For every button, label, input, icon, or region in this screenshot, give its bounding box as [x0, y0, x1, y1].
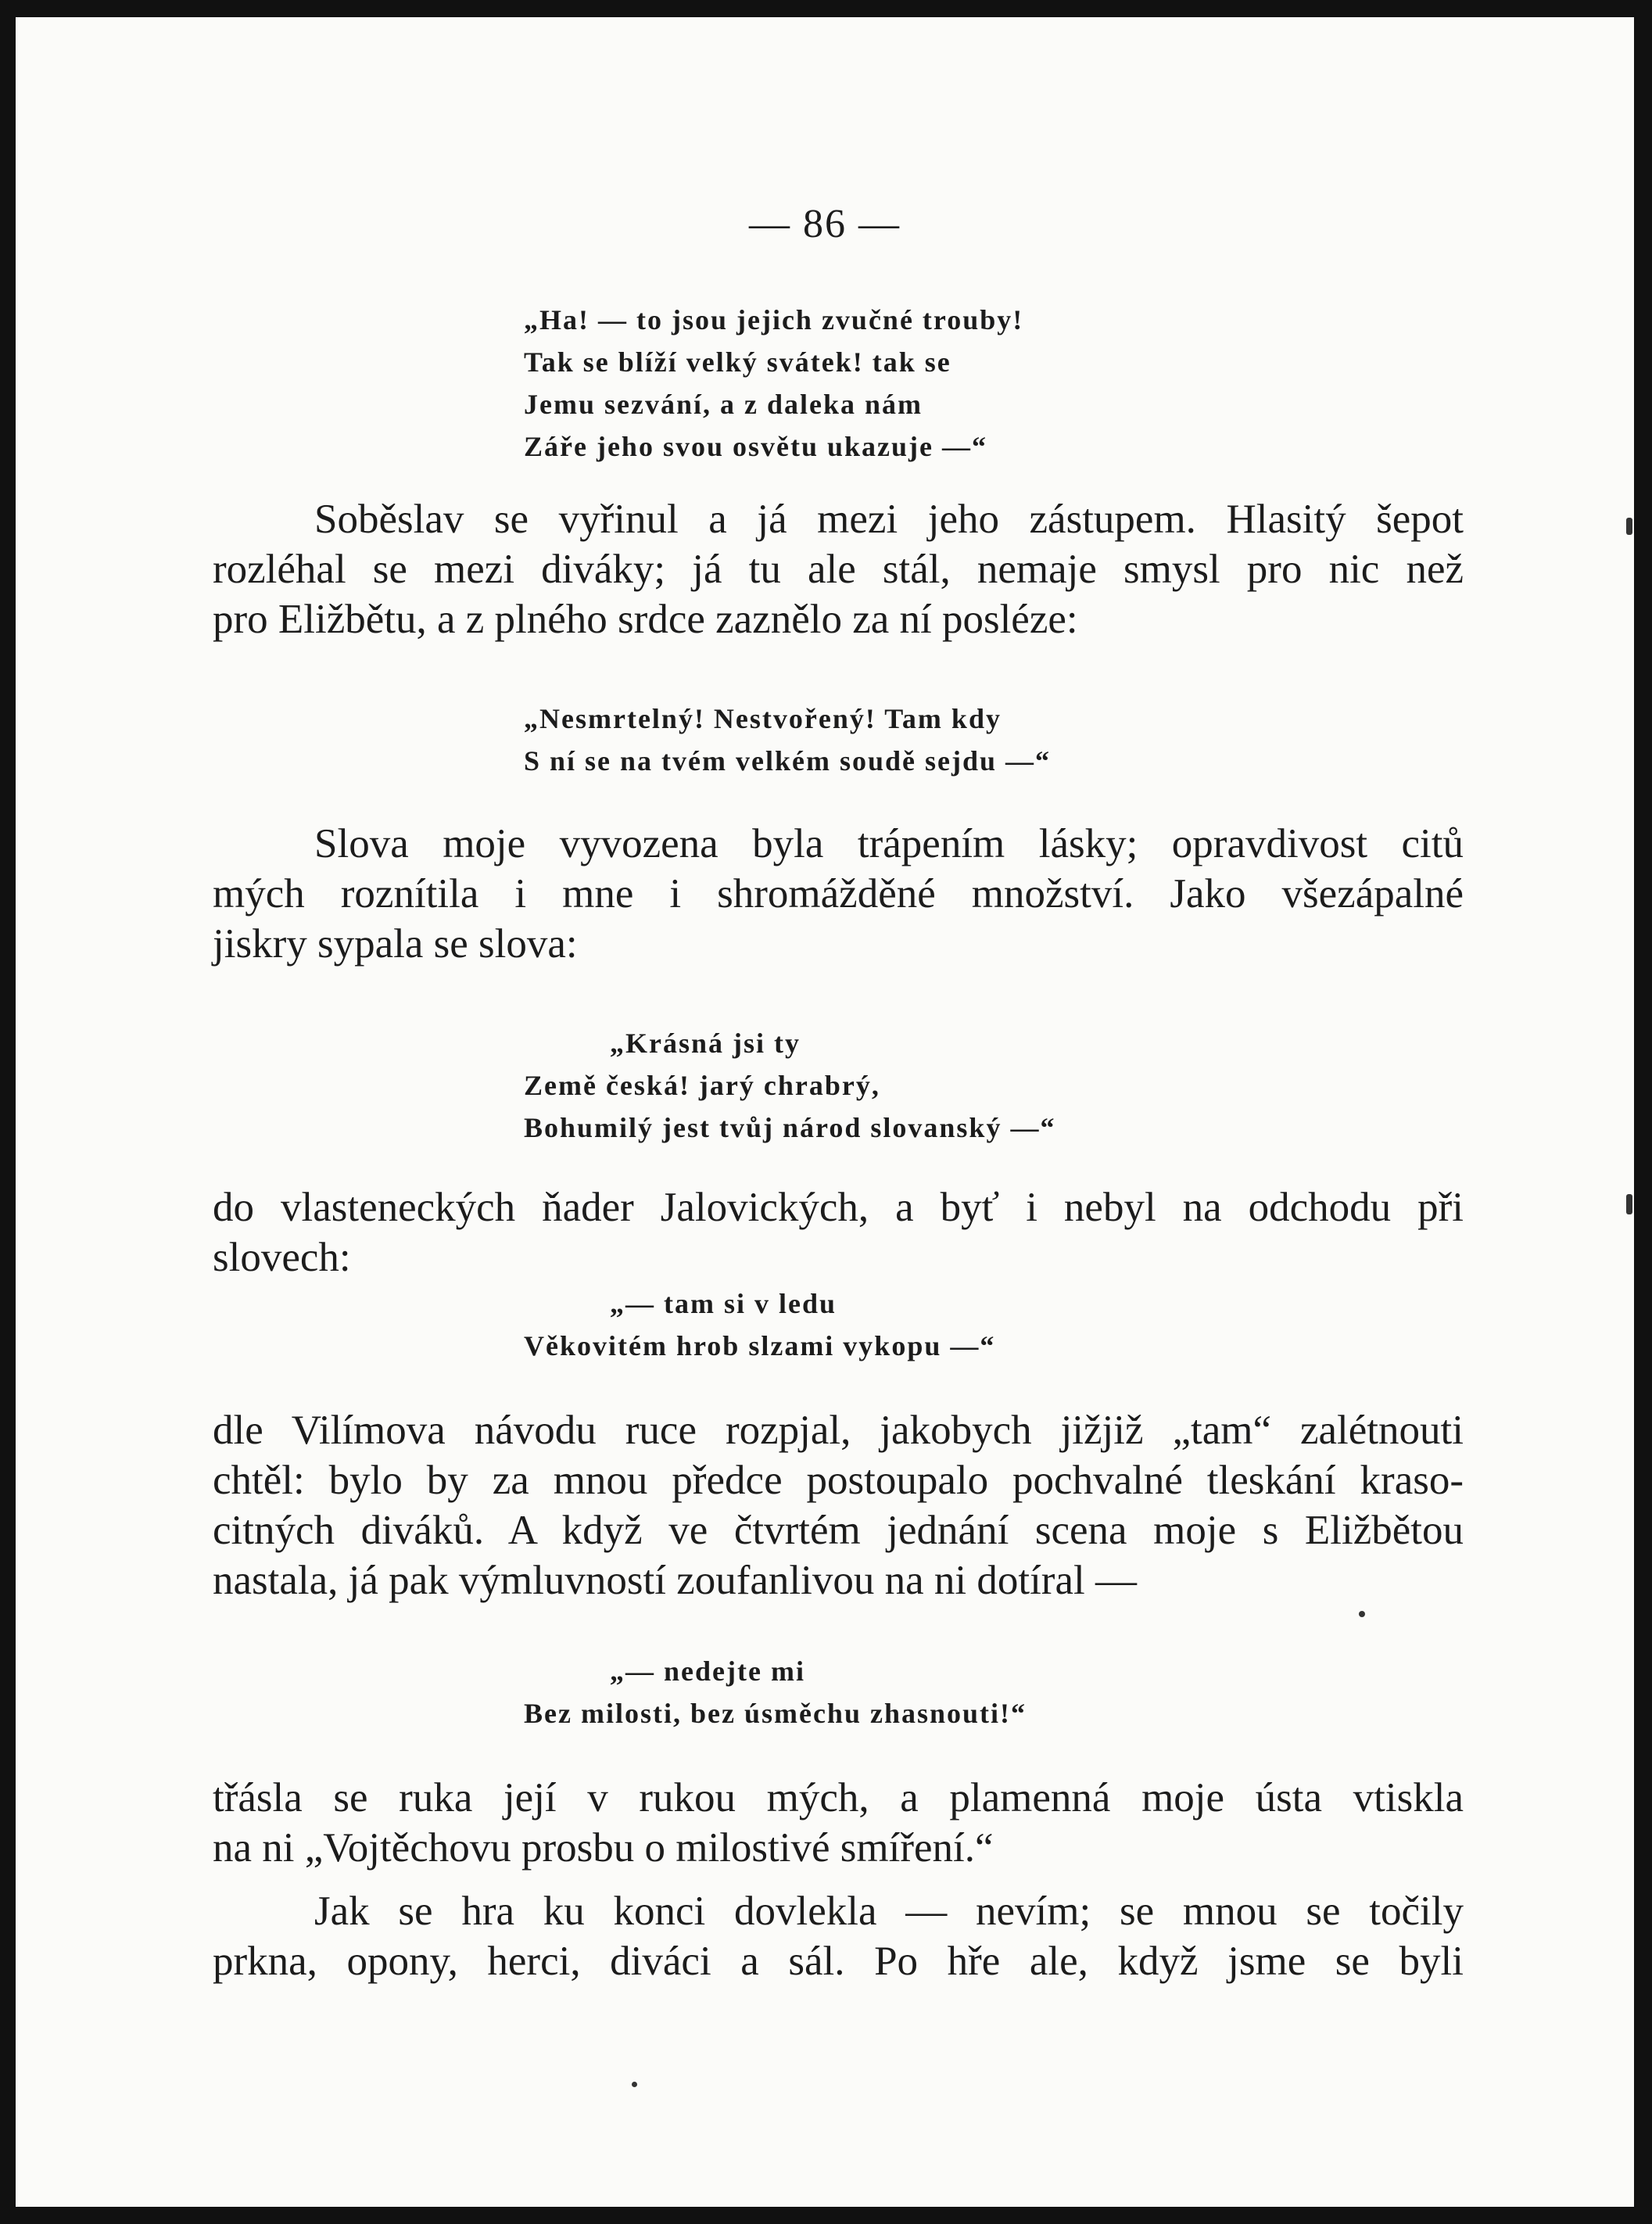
verse-line: „— nedejte mi — [610, 1655, 805, 1687]
text-line: chtěl: bylo by za mnou předce postoupalo pochvalné tleskání kraso- — [213, 1458, 1464, 1503]
text-line: slovech: — [213, 1235, 351, 1280]
text-line: třásla se ruka její v rukou mých, a plamenná moje ústa vtiskla — [213, 1775, 1464, 1820]
paragraph — [213, 1773, 1464, 1873]
page-number: — 86 — — [749, 202, 901, 246]
verse-block — [524, 698, 1051, 782]
paragraph — [213, 1182, 1464, 1282]
text-line: jiskry sypala se slova: — [213, 921, 578, 967]
verse-line: Bez milosti, bez úsměchu zhasnouti!“ — [524, 1698, 1027, 1729]
verse-line: Země česká! jarý chrabrý, — [524, 1070, 880, 1101]
verse-line: Bohumilý jest tvůj národ slovanský —“ — [524, 1112, 1056, 1143]
scan-speck — [1359, 1611, 1365, 1617]
paragraph — [213, 1405, 1464, 1605]
text-line: Soběslav se vyřinul a já mezi jeho zástupem. Hlasitý šepot — [314, 497, 1464, 542]
verse-block — [524, 1022, 1055, 1149]
scan-speck — [1626, 1194, 1632, 1214]
text-line: prkna, opony, herci, diváci a sál. Po hře ale, když jsme se byli — [213, 1939, 1464, 1984]
text-line: pro Eližbětu, a z plného srdce zaznělo za ní posléze: — [213, 597, 1078, 642]
verse-line: „Krásná jsi ty — [610, 1028, 801, 1059]
text-line: Jak se hra ku konci dovlekla — nevím; se mnou se točily — [314, 1889, 1464, 1934]
verse-block — [524, 299, 1023, 468]
verse-block — [524, 1282, 995, 1367]
verse-line: Věkovitém hrob slzami vykopu —“ — [524, 1330, 996, 1361]
text-line: dle Vilímova návodu ruce rozpjal, jakobych jižjiž „tam“ zalétnouti — [213, 1408, 1464, 1453]
book-page — [16, 17, 1634, 2207]
verse-line: Jemu sezvání, a z daleka nám — [524, 389, 923, 420]
verse-line: „Nesmrtelný! Nestvořený! Tam kdy — [524, 703, 1002, 734]
verse-line: S ní se na tvém velkém soudě sejdu —“ — [524, 745, 1052, 777]
text-line: citných diváků. A když ve čtvrtém jednání scena moje s Eližbětou — [213, 1508, 1464, 1553]
scan-speck — [1626, 518, 1632, 535]
verse-line: Záře jeho svou osvětu ukazuje —“ — [524, 431, 987, 462]
verse-line: „Ha! — to jsou jejich zvučné trouby! — [524, 304, 1024, 335]
text-line: mých roznítila i mne i shromážděné množství. Jako všezápalné — [213, 871, 1464, 917]
scan-speck — [632, 2082, 637, 2087]
paragraph — [213, 494, 1464, 644]
text-line: Slova moje vyvozena byla trápením lásky; opravdivost citů — [314, 821, 1464, 866]
verse-line: Tak se blíží velký svátek! tak se — [524, 346, 951, 378]
verse-block — [524, 1650, 1027, 1734]
paragraph — [213, 819, 1464, 969]
verse-line: „— tam si v ledu — [610, 1288, 837, 1319]
text-line: nastala, já pak výmluvností zoufanlivou na ni dotíral — — [213, 1558, 1137, 1603]
text-line: rozléhal se mezi diváky; já tu ale stál, nemaje smysl pro nic než — [213, 547, 1464, 592]
text-line: na ni „Vojtěchovu prosbu o milostivé smíření.“ — [213, 1825, 994, 1871]
text-line: do vlasteneckých ňader Jalovických, a byť i nebyl na odchodu při — [213, 1185, 1464, 1230]
paragraph — [213, 1886, 1464, 1986]
